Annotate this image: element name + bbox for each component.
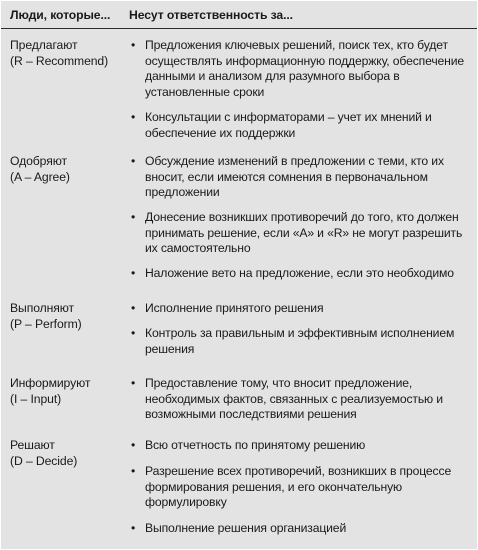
item-text: Исполнение принятого решения (145, 301, 324, 315)
item-text: Контроль за правильным и эффективным исполнением решения (145, 326, 455, 356)
item-text: Предоставление тому, что вносит предложение, необходимых фактов, связанных с реализуемостью и возможными последствиями решения (145, 376, 443, 422)
bullet-icon: • (131, 38, 136, 52)
role-code: (P – Perform) (10, 316, 82, 331)
role-cell (10, 438, 125, 469)
bullet-icon: • (131, 438, 136, 452)
responsibility-table (1, 1, 477, 549)
role-code: (D – Decide) (10, 453, 78, 468)
role-name: Предлагают (10, 38, 78, 52)
bullet-icon: • (131, 266, 136, 280)
item-text: Консультации с информаторами – учет их мнений и обеспечение их поддержки (145, 110, 432, 140)
item-text: Наложение вето на предложение, если это необходимо (145, 266, 454, 280)
item-text: Обсуждение изменений в предложении с теми, кто их вносит, если имеются сомнения в первоначальном предложении (145, 154, 444, 200)
table-header (1, 1, 477, 28)
bullet-icon: • (131, 376, 136, 390)
item-text: Разрешение всех противоречий, возникших в процессе формирования решения, и его окончательную формулировку (145, 464, 452, 510)
bullet-icon: • (131, 154, 136, 168)
header-responsibility: Несут ответственность за... (129, 8, 293, 22)
role-name: Информируют (10, 376, 91, 390)
header-divider (1, 28, 477, 29)
bullet-icon: • (131, 326, 136, 340)
role-cell (10, 38, 125, 69)
item-text: Выполнение решения организацией (145, 521, 347, 535)
role-name: Выполняют (10, 301, 74, 315)
role-code: (A – Agree) (10, 169, 70, 184)
role-cell (10, 376, 125, 407)
item-text: Донесение возникших противоречий до того, кто должен принимать решение, если «A» и «R» не могут разрешить их самостоятельно (145, 210, 463, 256)
bullet-icon: • (131, 210, 136, 224)
header-people: Люди, которые... (10, 8, 111, 22)
role-code: (I – Input) (10, 391, 62, 406)
item-text: Всю отчетность по принятому решению (145, 438, 366, 452)
role-code: (R – Recommend) (10, 53, 109, 68)
bullet-icon: • (131, 301, 136, 315)
item-text: Предложения ключевых решений, поиск тех, кто будет осуществлять информационную поддержку, обеспечение данными и анализом для разумного выбора в установленные сроки (145, 38, 465, 99)
role-cell (10, 154, 125, 185)
bullet-icon: • (131, 521, 136, 535)
role-name: Одобряют (10, 154, 67, 168)
role-cell (10, 301, 125, 332)
bullet-icon: • (131, 464, 136, 478)
role-name: Решают (10, 438, 55, 452)
bullet-icon: • (131, 110, 136, 124)
